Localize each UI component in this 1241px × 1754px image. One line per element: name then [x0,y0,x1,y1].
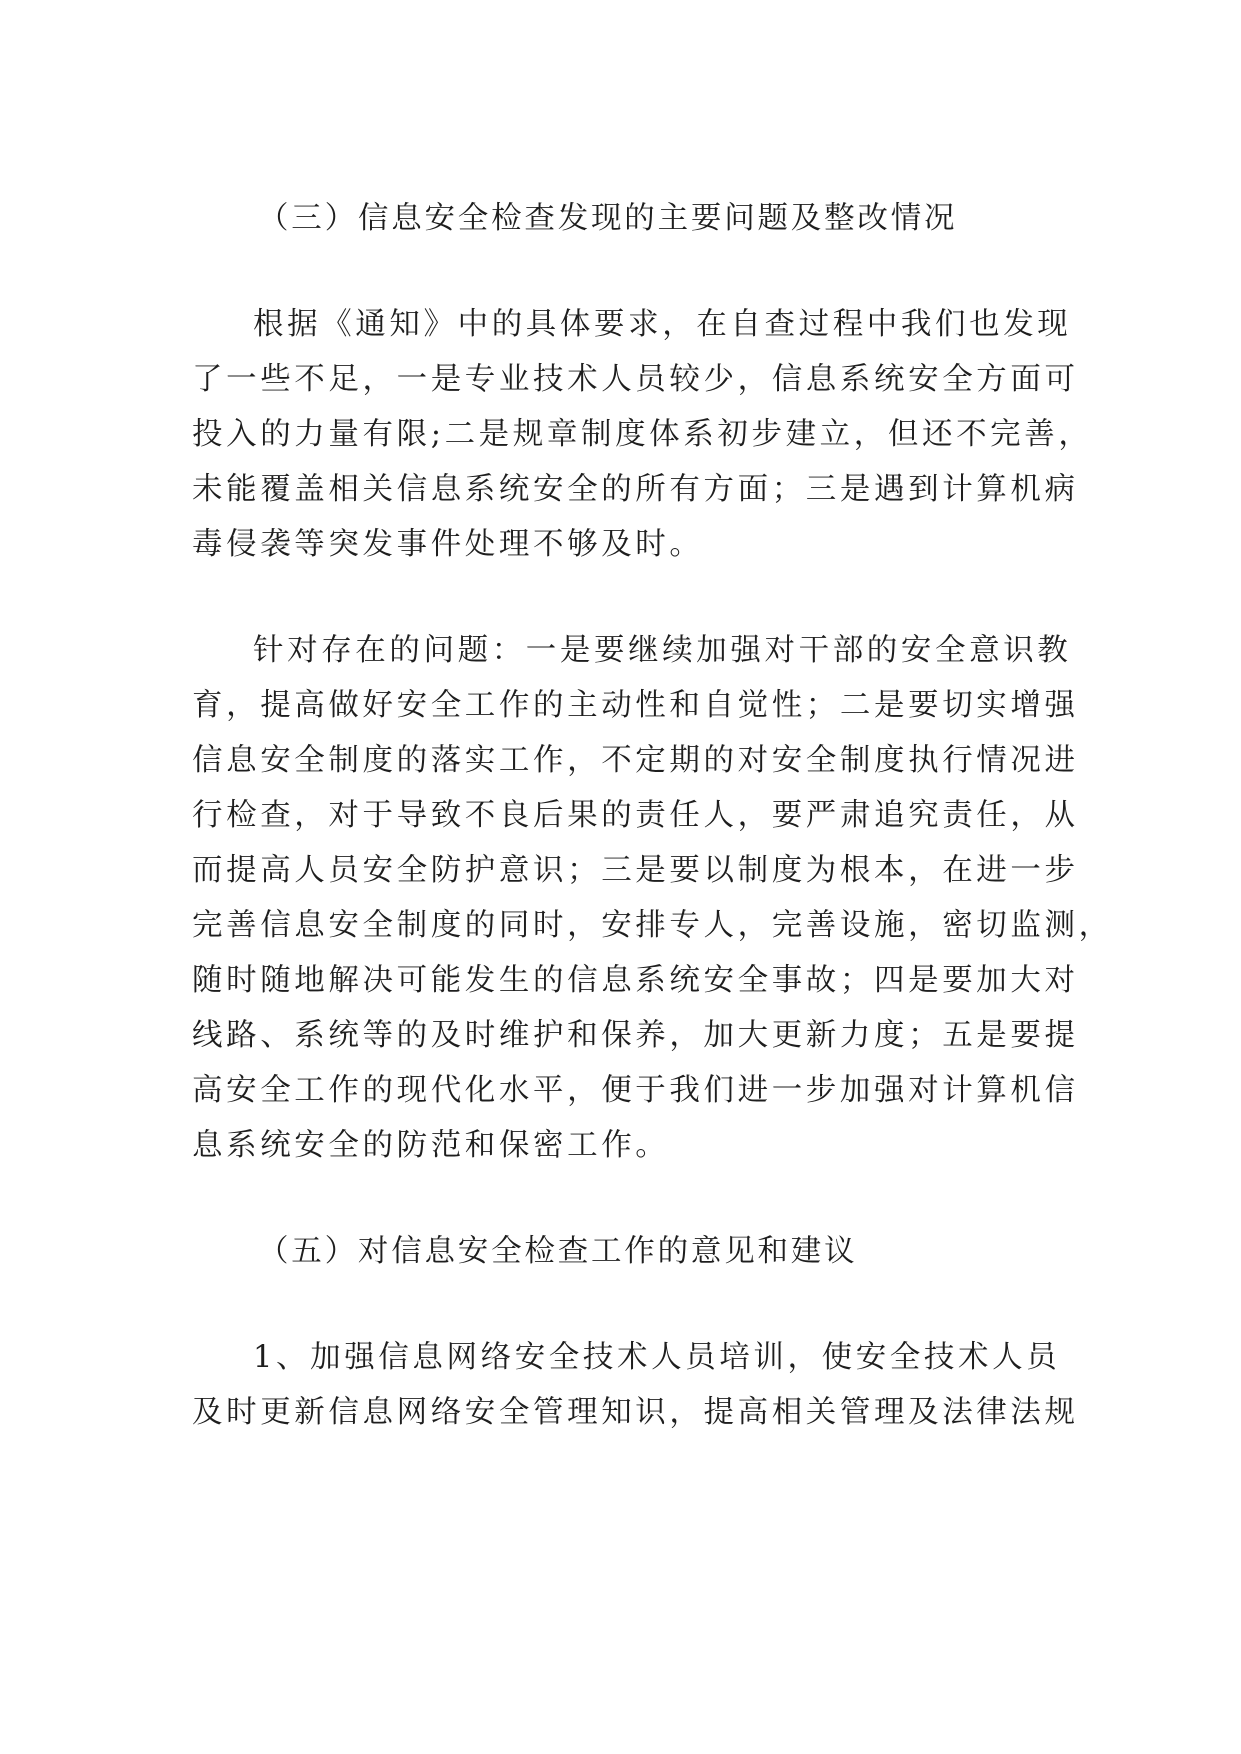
paragraph-line: 针对存在的问题：一是要继续加强对干部的安全意识教 [253,633,1072,668]
paragraph-line: 而提高人员安全防护意识；三是要以制度为根本，在进一步 [192,853,1079,888]
section-heading-5: （五）对信息安全检查工作的意见和建议 [258,1234,858,1269]
paragraph-line: 及时更新信息网络安全管理知识，提高相关管理及法律法规 [192,1395,1079,1430]
paragraph-line: 线路、系统等的及时维护和保养，加大更新力度；五是要提 [192,1018,1079,1053]
paragraph-line: 毒侵袭等突发事件处理不够及时。 [192,527,704,562]
paragraph-line: 行检查，对于导致不良后果的责任人，要严肃追究责任，从 [192,798,1079,833]
paragraph-line: 1、加强信息网络安全技术人员培训，使安全技术人员 [253,1340,1061,1375]
paragraph-line: 息系统安全的防范和保密工作。 [192,1128,670,1163]
paragraph-line: 育，提高做好安全工作的主动性和自觉性；二是要切实增强 [192,688,1079,723]
paragraph-line: 了一些不足，一是专业技术人员较少，信息系统安全方面可 [192,362,1079,397]
paragraph-line: 完善信息安全制度的同时，安排专人，完善设施，密切监测， [192,908,1113,943]
paragraph-line: 信息安全制度的落实工作，不定期的对安全制度执行情况进 [192,743,1079,778]
paragraph-line: 根据《通知》中的具体要求，在自查过程中我们也发现 [253,307,1072,342]
paragraph-line: 未能覆盖相关信息系统安全的所有方面；三是遇到计算机病 [192,472,1079,507]
paragraph-line: 高安全工作的现代化水平，便于我们进一步加强对计算机信 [192,1073,1079,1108]
paragraph-line: 投入的力量有限;二是规章制度体系初步建立，但还不完善， [192,417,1093,452]
section-heading-3: （三）信息安全检查发现的主要问题及整改情况 [258,201,958,236]
paragraph-line: 随时随地解决可能发生的信息系统安全事故；四是要加大对 [192,963,1079,998]
